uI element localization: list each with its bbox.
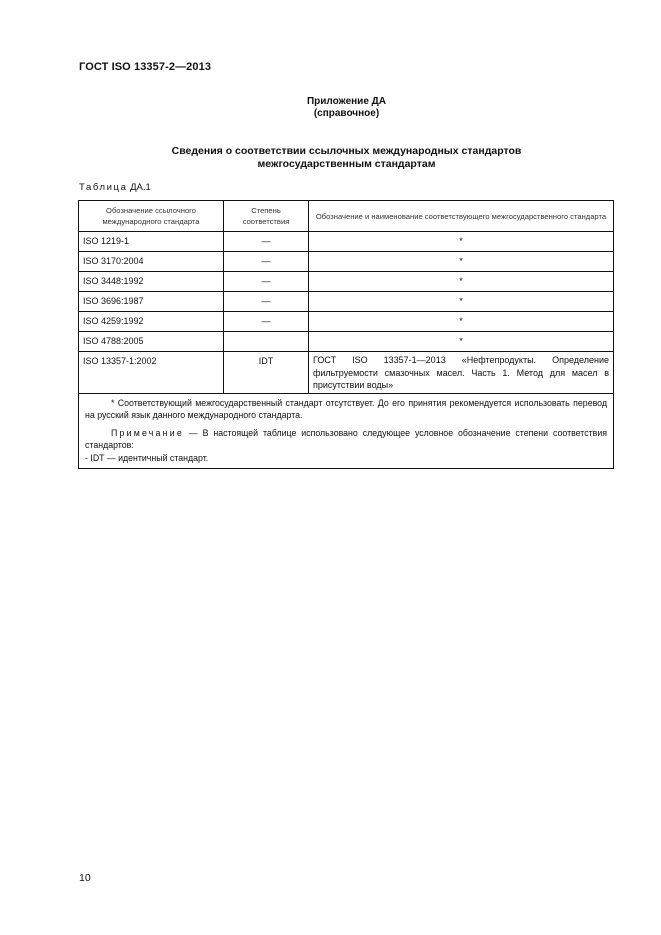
cell-ref: ISO 4788:2005 — [79, 332, 224, 352]
table-row — [79, 312, 614, 332]
cell-degree: — — [224, 292, 309, 312]
cell-ref: ISO 3448:1992 — [79, 272, 224, 292]
table-notes-row — [79, 393, 614, 469]
cell-ref: ISO 4259:1992 — [79, 312, 224, 332]
table-caption-word: Таблица — [79, 182, 128, 193]
cell-national: * — [309, 252, 614, 272]
cell-national: * — [309, 312, 614, 332]
note-text: — В настоящей таблице использовано следующее условное обозначение степени соответствия стандартов: — [85, 427, 607, 450]
table-row — [79, 332, 614, 352]
cell-degree: — — [224, 312, 309, 332]
cell-national: ГОСТ ISO 13357-1—2013 «Нефтепродукты. Определение фильтруемости смазочных масел. Часть 1. Метод для масел в присутствии воды» — [309, 352, 614, 394]
table-row — [79, 232, 614, 252]
header-degree: Степень соответствия — [224, 201, 309, 232]
table-header-row — [79, 201, 614, 232]
table-caption-number: ДА.1 — [130, 182, 151, 193]
note — [85, 427, 607, 452]
table-caption — [79, 182, 151, 193]
cell-degree — [224, 332, 309, 352]
cell-ref: ISO 3170:2004 — [79, 252, 224, 272]
cell-national: * — [309, 272, 614, 292]
footnote: * Соответствующий межгосударственный стандарт отсутствует. До его принятия рекомендуется использовать перевод на русский язык данного международного стандарта. — [85, 397, 607, 420]
header-national-standard: Обозначение и наименование соответствующего межгосударственного стандарта — [309, 201, 614, 232]
annex-subtitle: (справочное) — [313, 108, 380, 119]
note-label: Примечание — [111, 427, 184, 438]
table-row — [79, 352, 614, 394]
page-number: 10 — [79, 872, 91, 884]
cell-ref: ISO 1219-1 — [79, 232, 224, 252]
cell-national: * — [309, 332, 614, 352]
cell-degree: IDT — [224, 352, 309, 394]
table-row — [79, 252, 614, 272]
standard-code: ГОСТ ISO 13357-2—2013 — [79, 61, 212, 73]
correspondence-table — [78, 200, 614, 469]
header-ref-standard: Обозначение ссылочного международного стандарта — [79, 201, 224, 232]
section-title-line1: Сведения о соответствии ссылочных международных стандартов — [171, 145, 522, 157]
note-item: - IDT — идентичный стандарт. — [85, 452, 209, 463]
cell-degree: — — [224, 232, 309, 252]
cell-national: * — [309, 232, 614, 252]
cell-ref: ISO 3696:1987 — [79, 292, 224, 312]
section-title-line2: межгосударственным стандартам — [257, 158, 436, 170]
cell-degree: — — [224, 252, 309, 272]
annex-title: Приложение ДА — [306, 96, 387, 107]
cell-degree: — — [224, 272, 309, 292]
cell-national: * — [309, 292, 614, 312]
notes-cell — [79, 393, 614, 469]
table-row — [79, 272, 614, 292]
table-row — [79, 292, 614, 312]
cell-ref: ISO 13357-1:2002 — [79, 352, 224, 394]
